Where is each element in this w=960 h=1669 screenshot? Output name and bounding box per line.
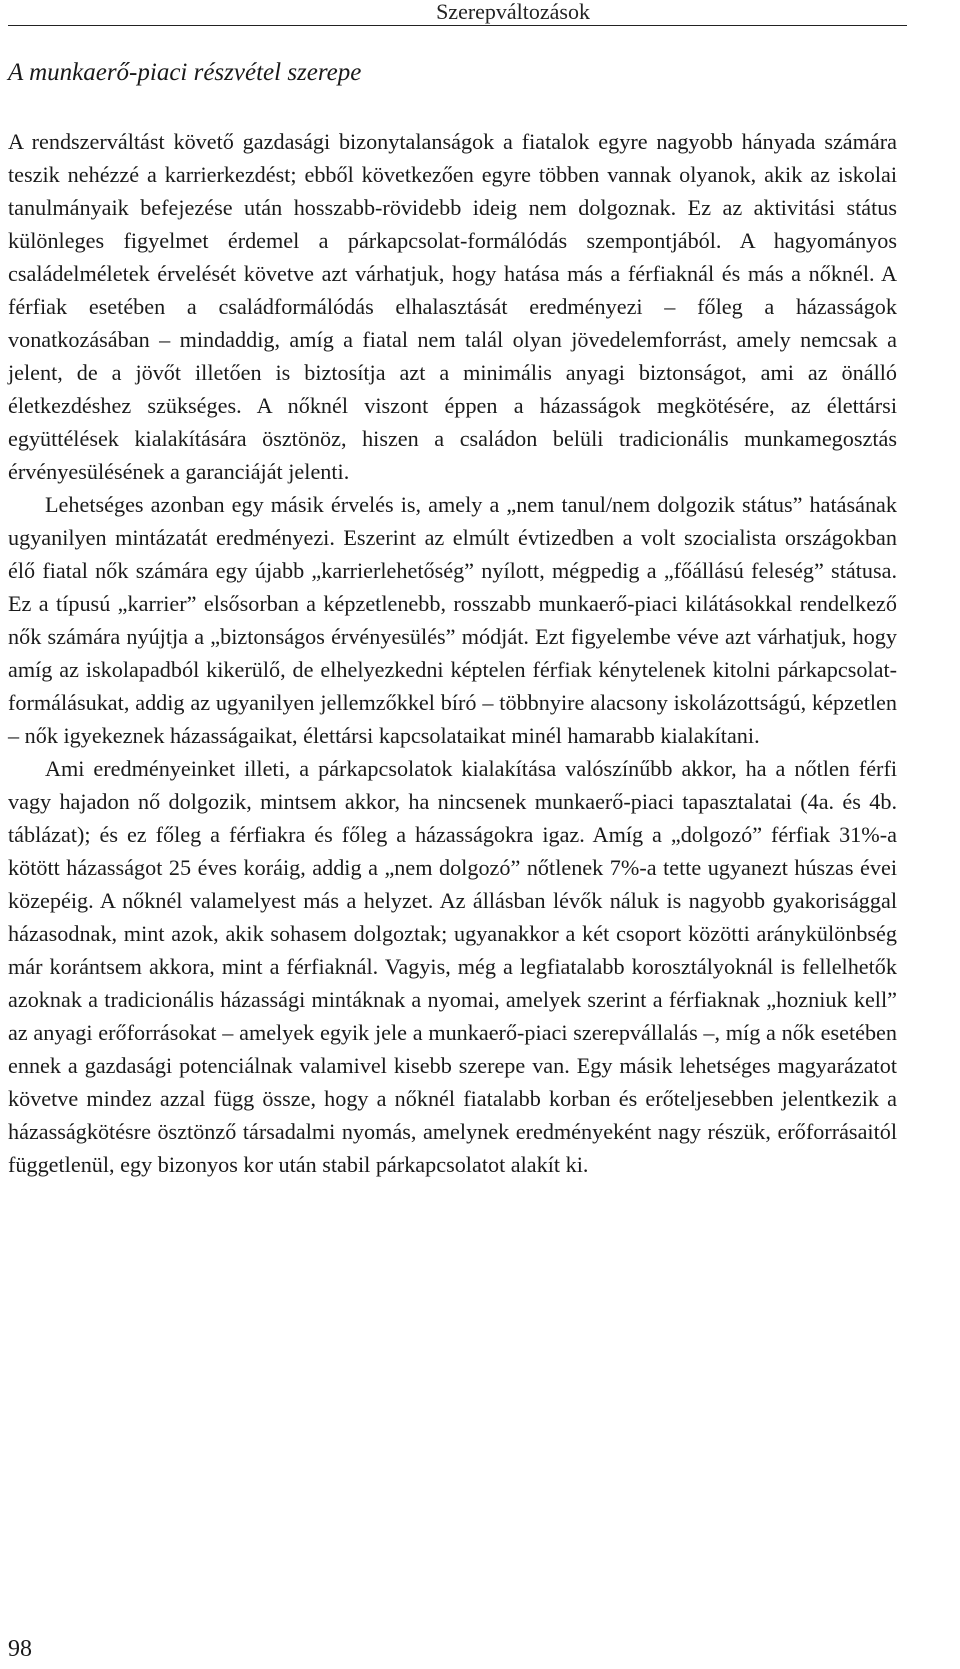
section-title: A munkaerő-piaci részvétel szerepe [8, 59, 362, 86]
paragraph-3: Ami eredményeinket illeti, a párkapcsolatok kialakítása valószínűbb akkor, ha a nőtlen férfi vagy hajadon nő dolgozik, mintsem akkor, ha nincsenek munkaerő-piaci tapasztalatai (4a. és 4b. táblázat); és ez főleg a férfiakra és főleg a házasságokra igaz. Amíg a „dolgozó” férfiak 31%-a kötött házasságot 25 éves koráig, addig a „nem dolgozó” nőtlenek 7%-a tette ugyanezt húszas évei közepéig. A nőknél valamelyest más a helyzet. Az állásban lévők náluk is nagyobb gyakorisággal házasodnak, mint azok, akik sohasem dolgoztak; ugyanakkor a két csoport közötti aránykülönbség már korántsem akkora, mint a férfiaknál. Vagyis, még a legfiatalabb korosztályoknál is fellelhetők azoknak a tradicionális házassági mintáknak a nyomai, amelyek szerint a férfiaknak „hozniuk kell” az anyagi erőforrásokat – amelyek egyik jele a munkaerő-piaci szerepvállalás –, míg a nők esetében ennek a gazdasági potenciálnak valamivel kisebb szerepe van. Egy másik lehetséges magyarázatot követve mindez azzal függ össze, hogy a nőknél fiatalabb korban és erőteljesebben jelentkezik a házasságkötésre ösztönző társadalmi nyomás, amelynek eredményeként nagy részük, erőforrásaitól függetlenül, egy bizonyos kor után stabil párkapcsolatot alakít ki. [8, 756, 897, 1177]
running-header: Szerepváltozások [436, 0, 590, 24]
page-number: 98 [8, 1636, 32, 1662]
paragraph-1: A rendszerváltást követő gazdasági bizonytalanságok a fiatalok egyre nagyobb hányada számára teszik nehézzé a karrierkezdést; ebből következően egyre többen vannak olyanok, akik az iskolai tanulmányaik befejezése után hosszabb-rövidebb ideig nem dolgoznak. Ez az aktivitási státus különleges figyelmet érdemel a párkapcsolat-formálódás szempontjából. A hagyományos családelméletek érvelését követve azt várhatjuk, hogy hatása más a férfiaknál és más a nőknél. A férfiak esetében a családformálódás elhalasztását eredményezi – főleg a házasságok vonatkozásában – mindaddig, amíg a fiatal nem talál olyan jövedelemforrást, amely nemcsak a jelent, de a jövőt illetően is biztosítja azt a minimális anyagi biztonságot, ami az önálló életkezdéshez szükséges. A nőknél viszont éppen a házasságok megkötésére, az élettársi együttélések kialakítására ösztönöz, hiszen a családon belüli tradicionális munkamegosztás érvényesülésének a garanciáját jelenti. [8, 129, 897, 484]
body-text [8, 125, 897, 1181]
header-rule [8, 25, 907, 26]
paragraph-2: Lehetséges azonban egy másik érvelés is, amely a „nem tanul/nem dolgozik státus” hatásának ugyanilyen mintázatát eredményezi. Eszerint az elmúlt évtizedben a volt szocialista országokban élő fiatal nők számára egy újabb „karrierlehetőség” nyílott, mégpedig a „főállású feleség” státusa. Ez a típusú „karrier” elsősorban a képzetlenebb, rosszabb munkaerő-piaci kilátásokkal rendelkező nők számára nyújtja a „biztonságos érvényesülés” módját. Ezt figyelembe véve azt várhatjuk, hogy amíg az iskolapadból kikerülő, de elhelyezkedni képtelen férfiak kénytelenek kitolni párkapcsolat-formálásukat, addig az ugyanilyen jellemzőkkel bíró – többnyire alacsony iskolázottságú, képzetlen – nők igyekeznek házasságaikat, élettársi kapcsolataikat minél hamarabb kialakítani. [8, 492, 897, 748]
